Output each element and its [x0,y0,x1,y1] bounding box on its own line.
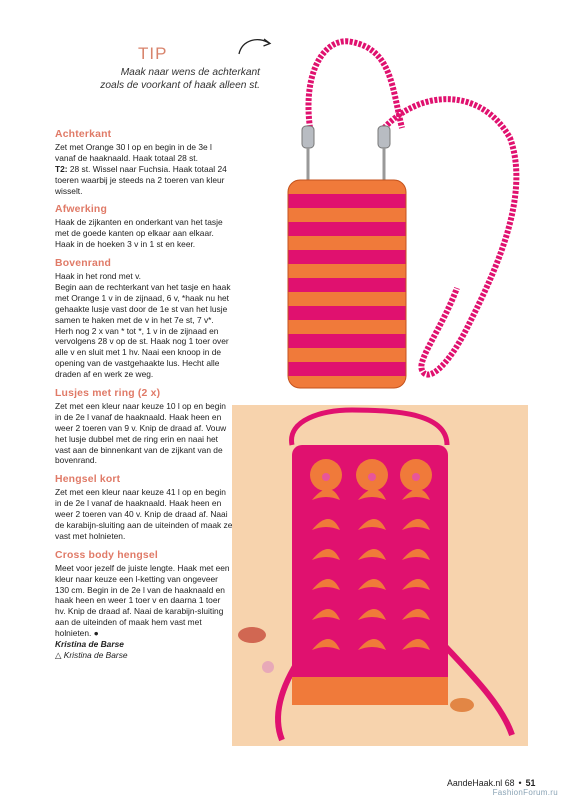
section-lusjes [55,389,233,466]
tip-text [60,66,260,92]
section-paragraph [55,401,233,466]
tip-line: Maak naar wens de achterkant [120,67,260,78]
section-paragraph [55,142,233,164]
section-paragraph [55,282,233,380]
paragraph-text: Zet met een kleur naar keuze 10 l op en begin in de 2e l vanaf de haaknaald. Haak heen en weer 2 toeren van 9 v. Knip de draad af. Vouw het lusje dubbel met de ring erin en naai het vast aan de binnenkant van de zijkant van de bovenrand. [55,400,227,466]
instructions-column [55,130,233,661]
paragraph-text: Begin aan de rechterkant van het tasje en haak met Orange 1 v in de zijnaad, 6 v, *haak nu het gehaakte lusje vast door de 1e st van het lusje samen te haken met de v in het 7e st, 7 v*. Herh nog 2 x van * tot *, 1 v in de zijnaad en vervolgens 28 v op de st. Haak nog 1 toer over alle v en sluit met 1 hv. Naai een knoop in de opening van de vastgehaakte lus. Hecht alle draden af en werk ze weg. [55,281,231,380]
author-credit: Kristina de Barse [55,639,124,650]
section-paragraph [55,217,233,250]
leaf-bag-photo [232,405,528,746]
section-heading: Cross body hengsel [55,549,158,561]
section-achterkant [55,130,233,196]
striped-bag-photo [242,28,542,398]
section-heading: Lusjes met ring (2 x) [55,388,161,400]
photo-credit [55,650,233,661]
page-number: 51 [525,778,536,788]
site-name: AandeHaak.nl 68 [447,778,515,788]
section-heading: Hengsel kort [55,474,121,486]
section-hengsel-kort [55,475,233,541]
carabiner-left-icon [302,126,314,183]
paragraph-text: 28 st. Wissel naar Fuchsia. Haak totaal 24 toeren waarbij je steeds na 2 toeren van kleur wisselt. [55,163,227,196]
section-heading: Bovenrand [55,258,112,270]
paragraph-text: Meet voor jezelf de juiste lengte. Haak met een kleur naar keuze een l-ketting van ongeveer 130 cm. Begin in de 2e l van de haaknaald en haak heen en weer 1 toer v en daarna 1 toer hv. Knip de draad af. Naai de karabijn-sluiting aan de uiteinden of maak hem vast met holnieten. ● [55,562,230,639]
paragraph-text: Haak de zijkanten en onderkant van het tasje met de goede kanten op elkaar aan elkaar. Haak in de hoeken 3 v in 1 st en keer. [55,217,223,250]
button-flaps [310,459,432,491]
section-paragraph [55,487,233,542]
section-afwerking [55,205,233,250]
section-heading: Afwerking [55,204,108,216]
footer-separator: • [518,778,522,788]
paragraph-text: Haak in het rond met v. [55,270,141,281]
section-bovenrand [55,259,233,380]
section-paragraph [55,271,233,282]
section-paragraph [55,164,233,197]
page-footer [447,778,535,788]
section-paragraph [55,563,233,639]
section-cross-body [55,551,233,639]
camera-icon: △ [55,649,64,660]
tip-line: zoals de voorkant of haak alleen st. [100,80,260,91]
photographer-name: Kristina de Barse [63,649,128,660]
paragraph-bold: T2: [55,163,68,174]
section-heading: Achterkant [55,129,112,140]
carabiner-right-icon [378,126,390,183]
watermark: FashionForum.ru [492,788,558,797]
paragraph-text: Zet met een kleur naar keuze 41 l op en begin in de 2e l vanaf de haaknaald. Haak heen en weer 2 toeren van 40 v. Knip de draad af. Naai de karabijn-sluiting aan de uiteinden of maak ze vast met holnieten. [55,487,233,541]
paragraph-text: Zet met Orange 30 l op en begin in de 3e l vanaf de haaknaald. Haak totaal 28 st. [55,141,212,163]
tip-title: TIP [138,44,168,63]
